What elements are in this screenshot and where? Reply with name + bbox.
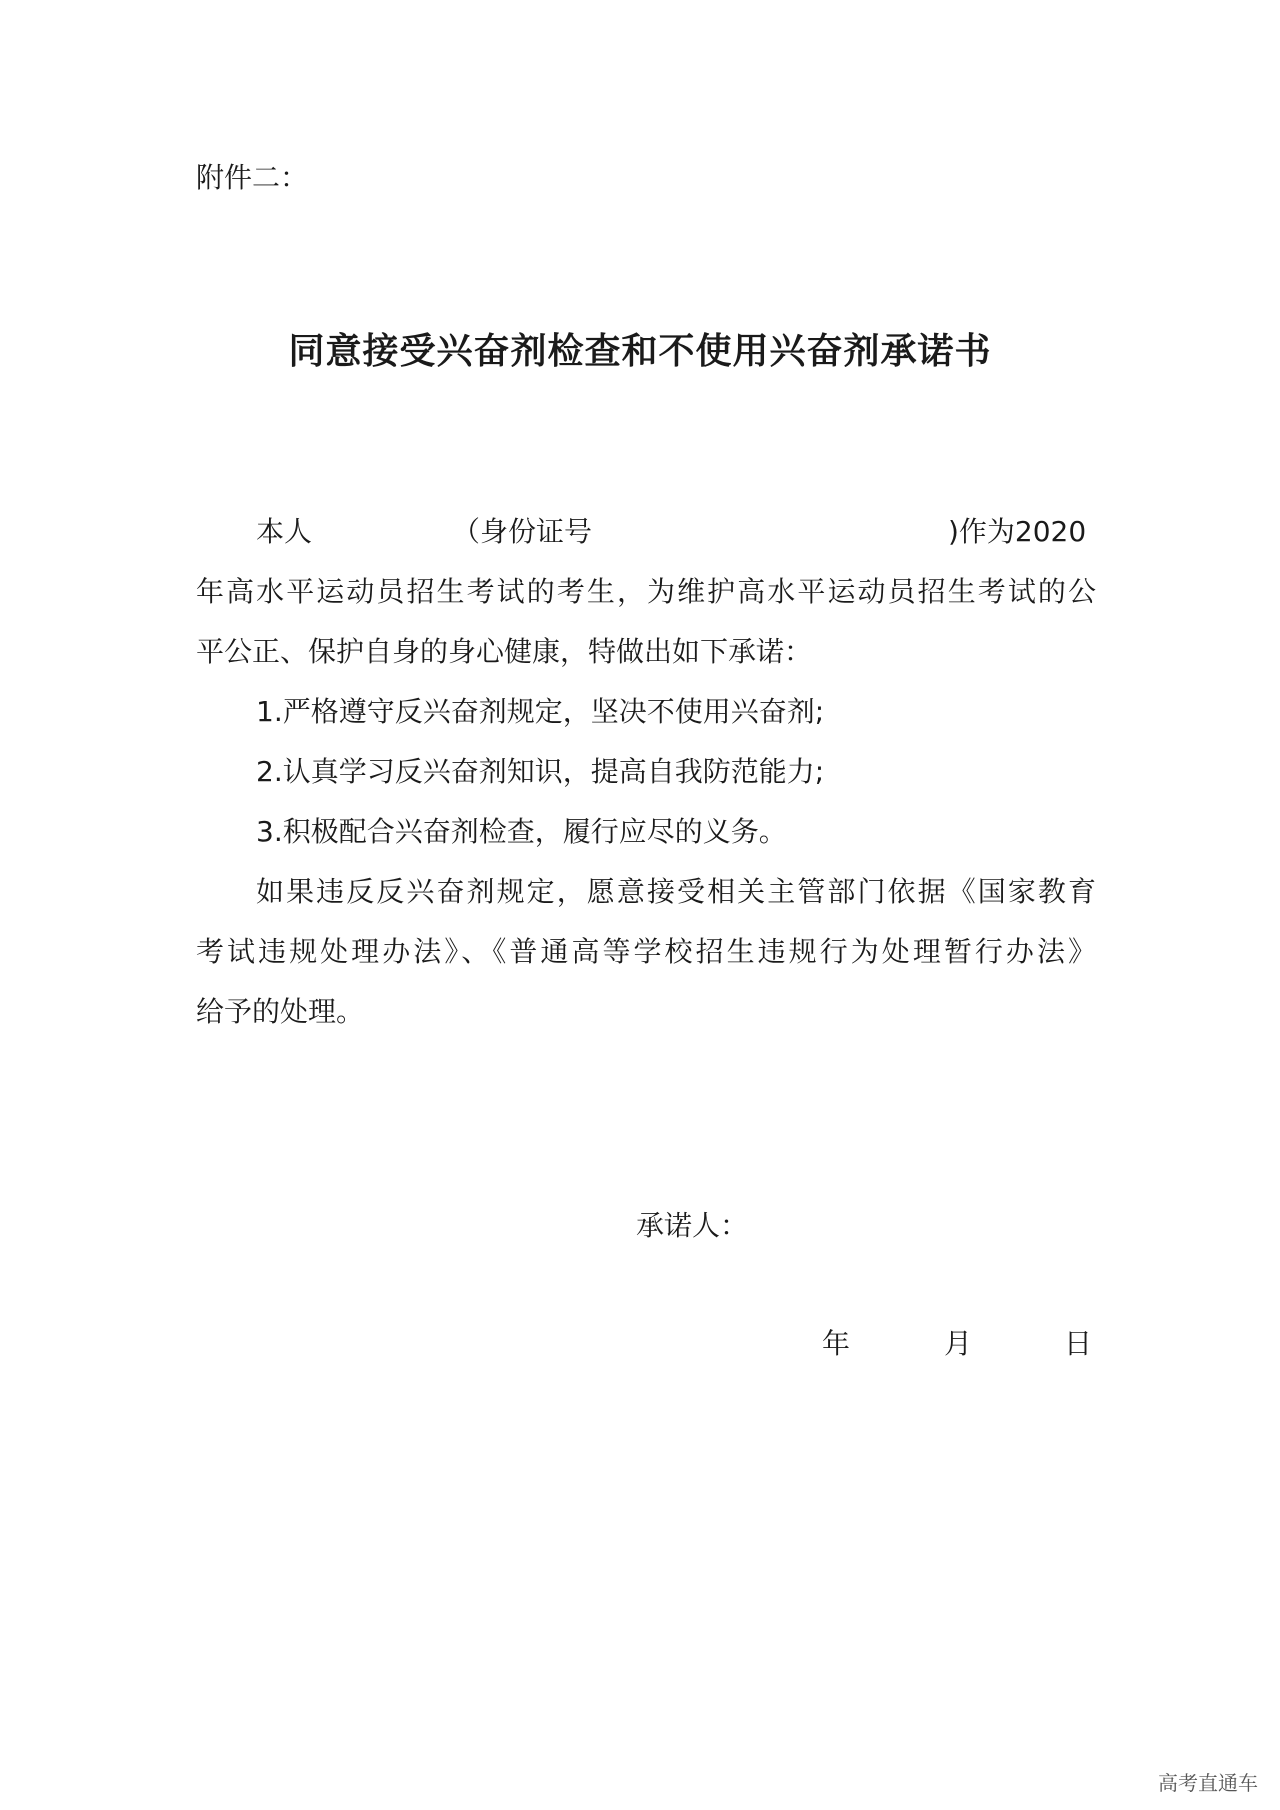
id-number-label: （身份证号: [452, 515, 593, 548]
commitment-item-2: 2.认真学习反兴奋剂知识，提高自我防范能力;: [256, 755, 825, 788]
watermark-text: 高考直通车: [1158, 1771, 1258, 1795]
signatory-label: 承诺人：: [636, 1209, 749, 1242]
self-label: 本人: [256, 515, 313, 548]
paragraph2-line3: 给予的处理。: [196, 995, 365, 1028]
commitment-item-1: 1.严格遵守反兴奋剂规定，坚决不使用兴奋剂;: [256, 695, 825, 728]
attachment-label: 附件二：: [196, 161, 309, 194]
paragraph1-line2: 年高水平运动员招生考试的考生，为维护高水平运动员招生考试的公: [196, 575, 1096, 608]
paragraph2-line2: 考试违规处理办法》、《普通高等学校招生违规行为处理暂行办法》: [196, 935, 1096, 968]
date-day-label: 日: [1064, 1327, 1093, 1360]
date-month-label: 月: [944, 1327, 973, 1360]
paragraph1-line3: 平公正、保护自身的身心健康，特做出如下承诺：: [196, 635, 813, 668]
commitment-item-3: 3.积极配合兴奋剂检查，履行应尽的义务。: [256, 815, 787, 848]
date-year-label: 年: [822, 1327, 851, 1360]
document-title: 同意接受兴奋剂检查和不使用兴奋剂承诺书: [288, 331, 992, 372]
as-year-text: )作为2020: [948, 515, 1087, 548]
paragraph2-line1: 如果违反反兴奋剂规定，愿意接受相关主管部门依据《国家教育: [256, 875, 1096, 908]
